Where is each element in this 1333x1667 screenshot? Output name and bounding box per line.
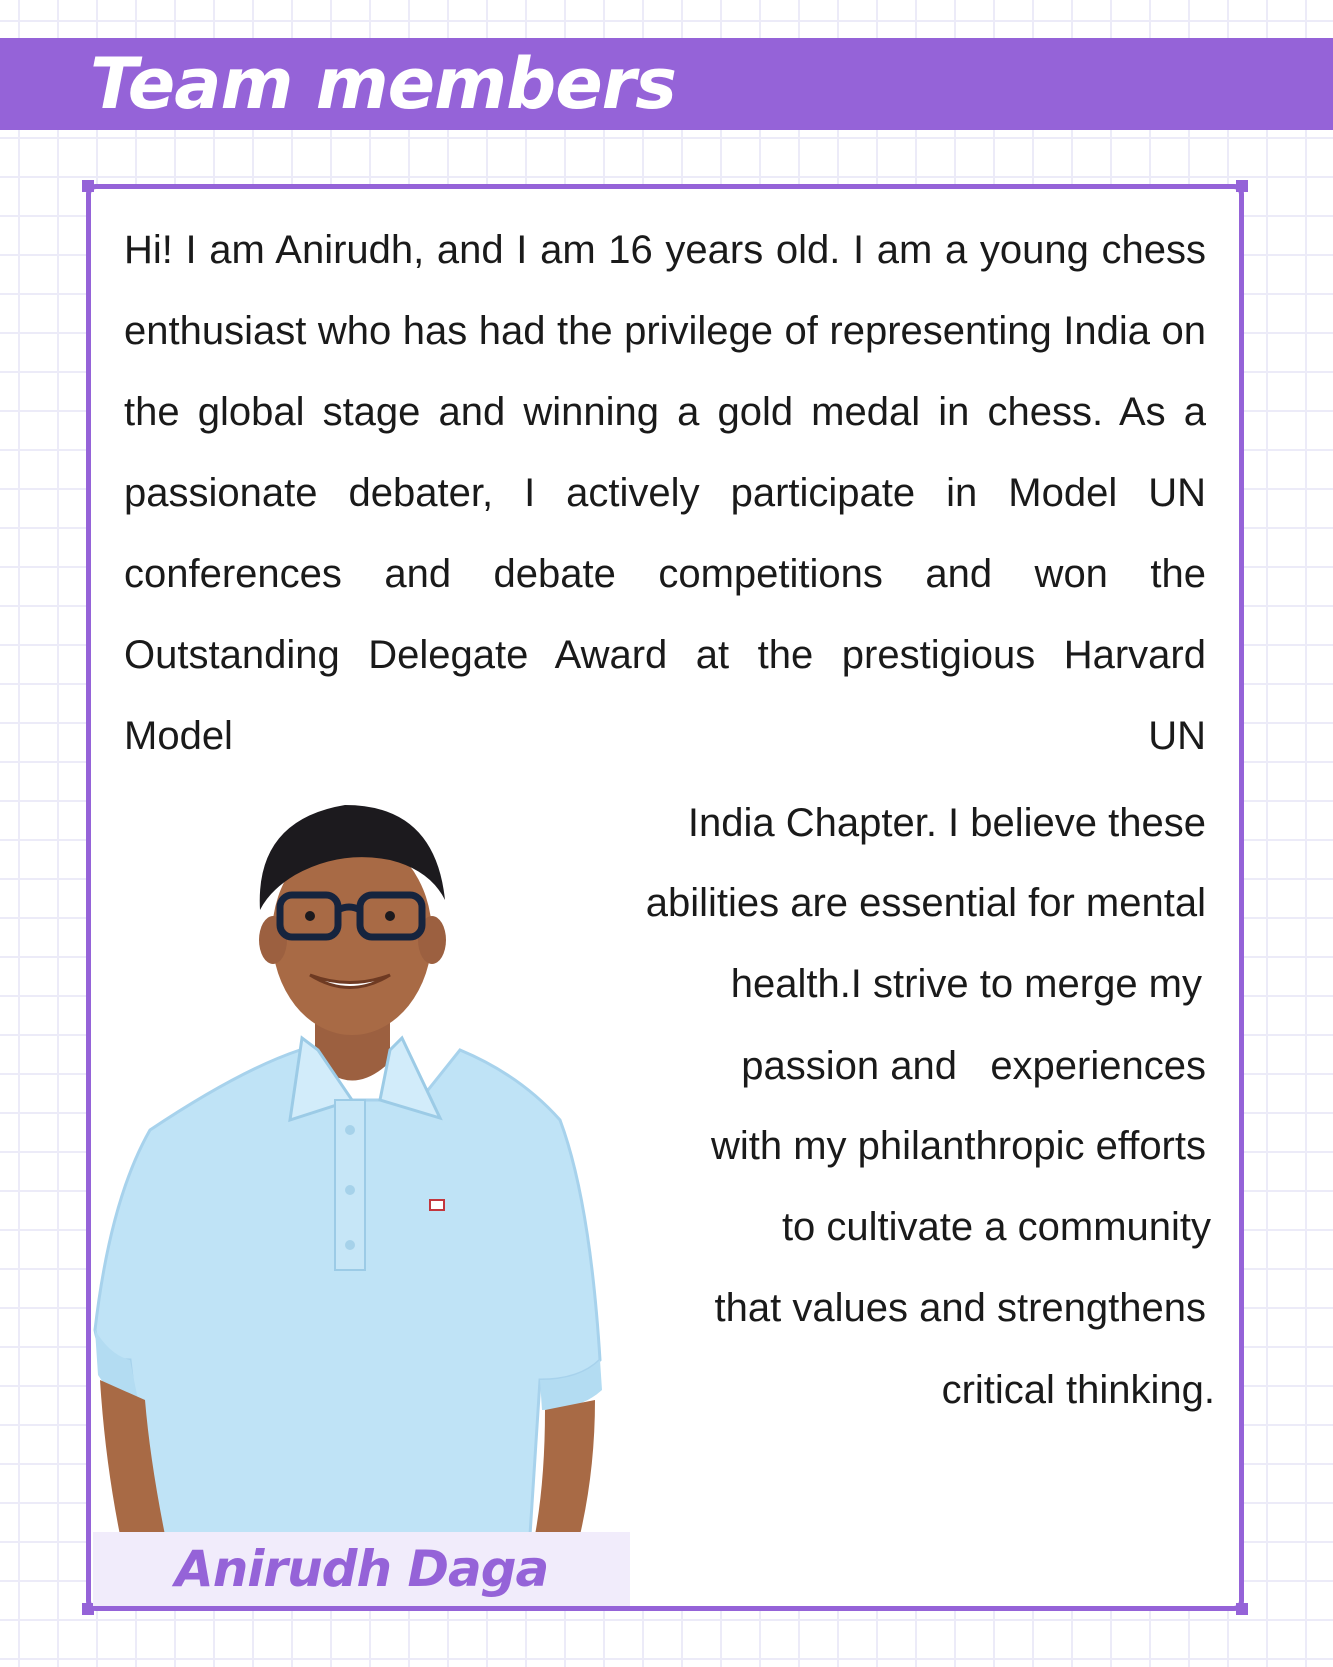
member-bio-line: with my philanthropic efforts <box>710 1124 1206 1168</box>
header-bar <box>0 38 1333 130</box>
member-bio-line: abilities are essential for mental <box>645 881 1206 925</box>
photo-arm-right <box>535 1400 595 1535</box>
member-bio-line: critical thinking. <box>941 1368 1215 1412</box>
member-bio-line: that values and strengthens <box>714 1286 1206 1330</box>
member-bio-line: India Chapter. I believe these <box>687 801 1206 845</box>
member-name: Anirudh Daga <box>175 1540 549 1598</box>
card-corner <box>82 180 94 192</box>
member-bio-intro: Hi! I am Anirudh, and I am 16 years old. I am a young chess enthusiast who has had the privilege of representing India on the global stage and winning a gold medal in chess. As a passionate debater, I actively participate in Model UN conferences and debate competitions and won the Outstanding Delegate Award at the prestigious Harvard Model UN <box>124 228 1206 758</box>
card-corner <box>1236 1603 1248 1615</box>
member-name-band <box>93 1532 630 1606</box>
member-bio-line: passion and experiences <box>741 1044 1206 1088</box>
card-corner <box>1236 180 1248 192</box>
member-bio-line: to cultivate a community <box>781 1205 1211 1249</box>
member-bio-line: health.I strive to merge my <box>730 962 1202 1006</box>
member-photo <box>90 800 630 1535</box>
page-title: Team members <box>90 43 676 125</box>
